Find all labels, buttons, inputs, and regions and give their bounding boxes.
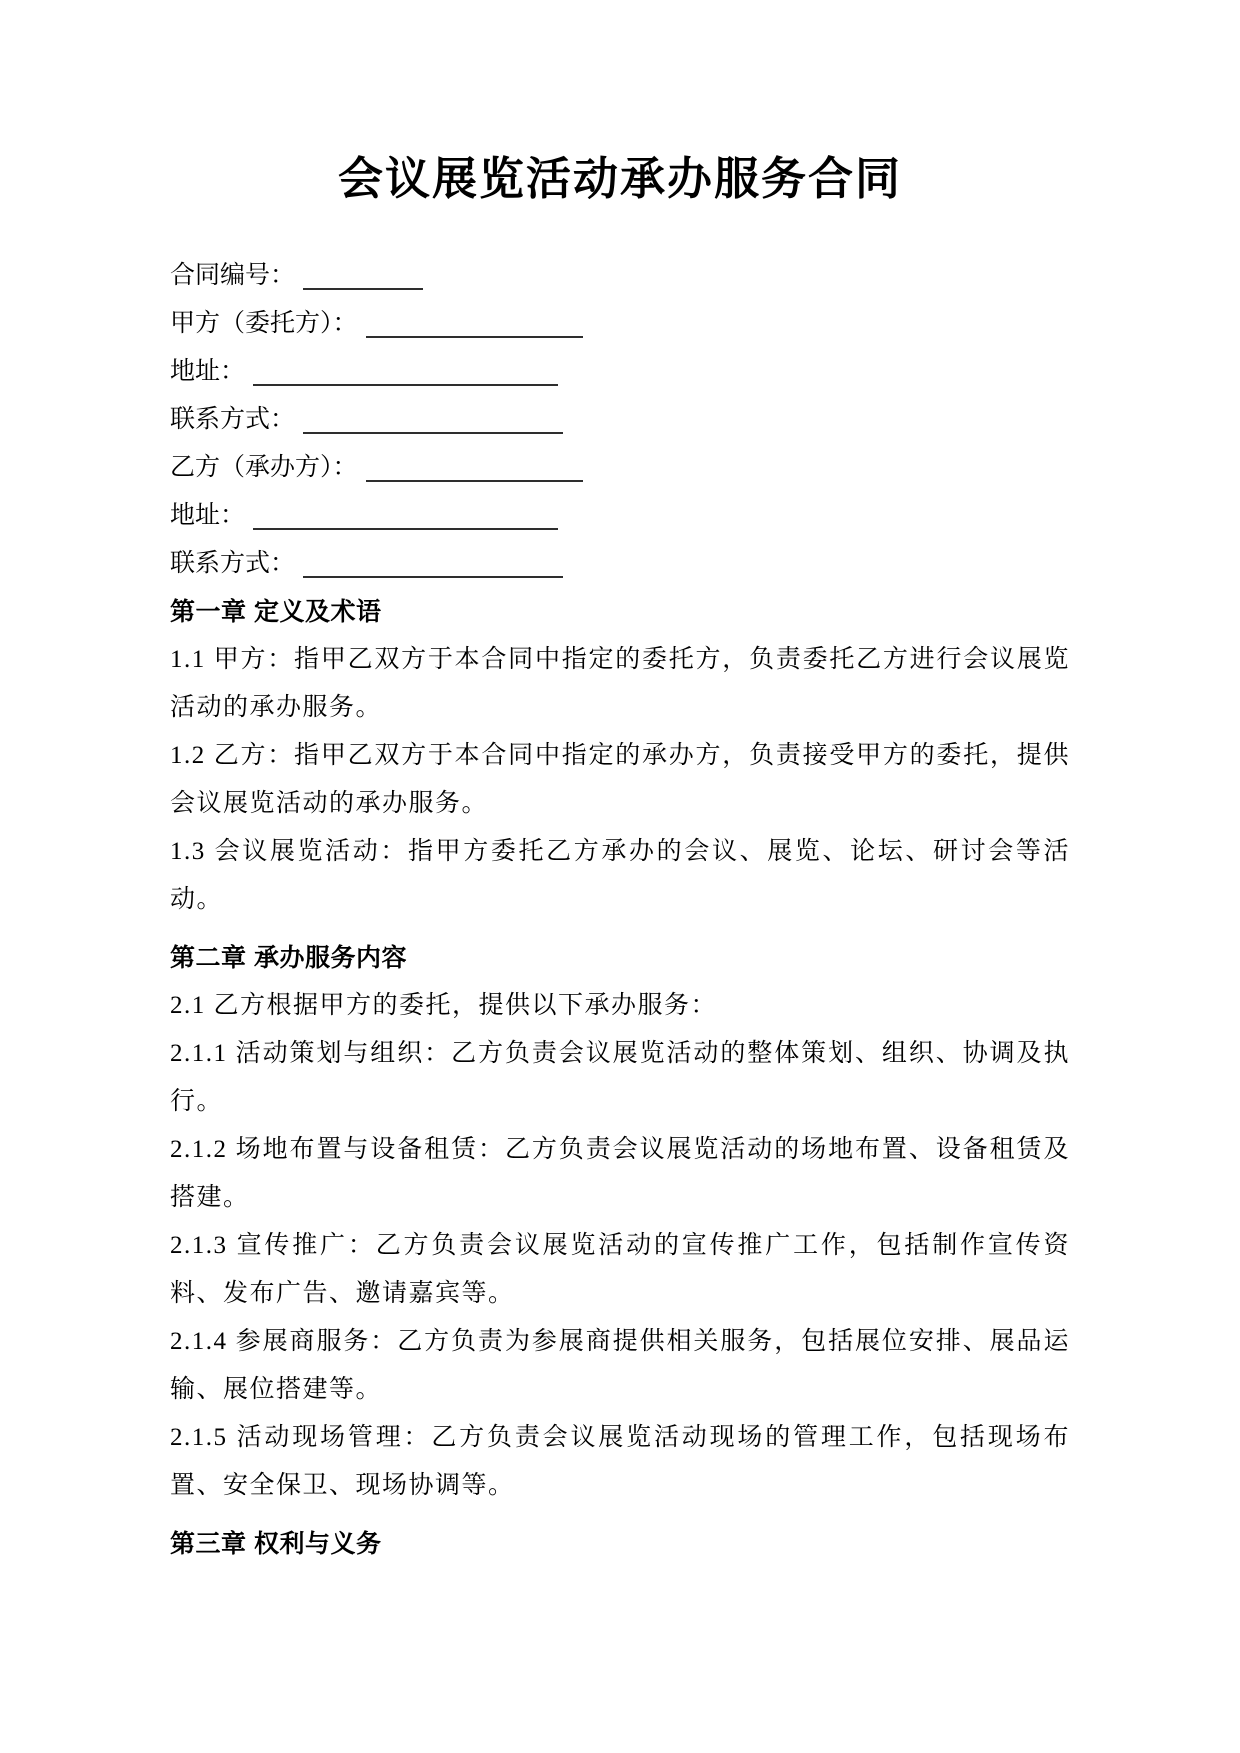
contract-clause: 2.1 乙方根据甲方的委托，提供以下承办服务：	[170, 992, 718, 1019]
field-label: 地址：	[170, 502, 246, 529]
blank-underline	[303, 548, 563, 578]
blank-underline	[253, 356, 558, 386]
field-label: 合同编号：	[170, 262, 296, 289]
contract-clause: 1.2 乙方：指甲乙双方于本合同中指定的承办方，负责接受甲方的委托，提供会议展览活动的承办服务。	[170, 742, 1070, 817]
field-label: 甲方（委托方）：	[170, 310, 358, 337]
chapter-heading: 第二章 承办服务内容	[170, 944, 407, 972]
contract-clause: 2.1.4 参展商服务：乙方负责为参展商提供相关服务，包括展位安排、展品运输、展位搭建等。	[170, 1328, 1070, 1403]
blank-underline	[303, 404, 563, 434]
contract-section	[170, 1520, 1070, 1568]
field-label: 联系方式：	[170, 406, 296, 433]
contract-clause: 2.1.2 场地布置与设备租赁：乙方负责会议展览活动的场地布置、设备租赁及搭建。	[170, 1136, 1070, 1211]
field-label: 联系方式：	[170, 550, 296, 577]
document-content	[170, 148, 1070, 1568]
field-label: 地址：	[170, 358, 246, 385]
blank-underline	[303, 260, 423, 290]
contract-clause: 2.1.3 宣传推广：乙方负责会议展览活动的宣传推广工作，包括制作宣传资料、发布广告、邀请嘉宾等。	[170, 1232, 1070, 1307]
field-row-party-a-address	[170, 348, 1070, 396]
blank-underline	[366, 308, 583, 338]
chapter-heading: 第一章 定义及术语	[170, 598, 382, 626]
contract-section	[170, 934, 1070, 1510]
field-row-contract-number	[170, 252, 1070, 300]
contract-fields	[170, 252, 1070, 588]
contract-body	[170, 588, 1070, 1568]
field-row-party-a-contact	[170, 396, 1070, 444]
contract-clause: 1.1 甲方：指甲乙双方于本合同中指定的委托方，负责委托乙方进行会议展览活动的承办服务。	[170, 646, 1070, 721]
blank-underline	[253, 500, 558, 530]
contract-section	[170, 588, 1070, 924]
field-row-party-b-address	[170, 492, 1070, 540]
chapter-heading: 第三章 权利与义务	[170, 1530, 382, 1558]
field-label: 乙方（承办方）：	[170, 454, 358, 481]
field-row-party-a	[170, 300, 1070, 348]
contract-clause: 1.3 会议展览活动：指甲方委托乙方承办的会议、展览、论坛、研讨会等活动。	[170, 838, 1070, 913]
contract-clause: 2.1.5 活动现场管理：乙方负责会议展览活动现场的管理工作，包括现场布置、安全保卫、现场协调等。	[170, 1424, 1070, 1499]
contract-clause: 2.1.1 活动策划与组织：乙方负责会议展览活动的整体策划、组织、协调及执行。	[170, 1040, 1070, 1115]
field-row-party-b-contact	[170, 540, 1070, 588]
blank-underline	[366, 452, 583, 482]
document-title: 会议展览活动承办服务合同	[337, 154, 902, 204]
field-row-party-b	[170, 444, 1070, 492]
